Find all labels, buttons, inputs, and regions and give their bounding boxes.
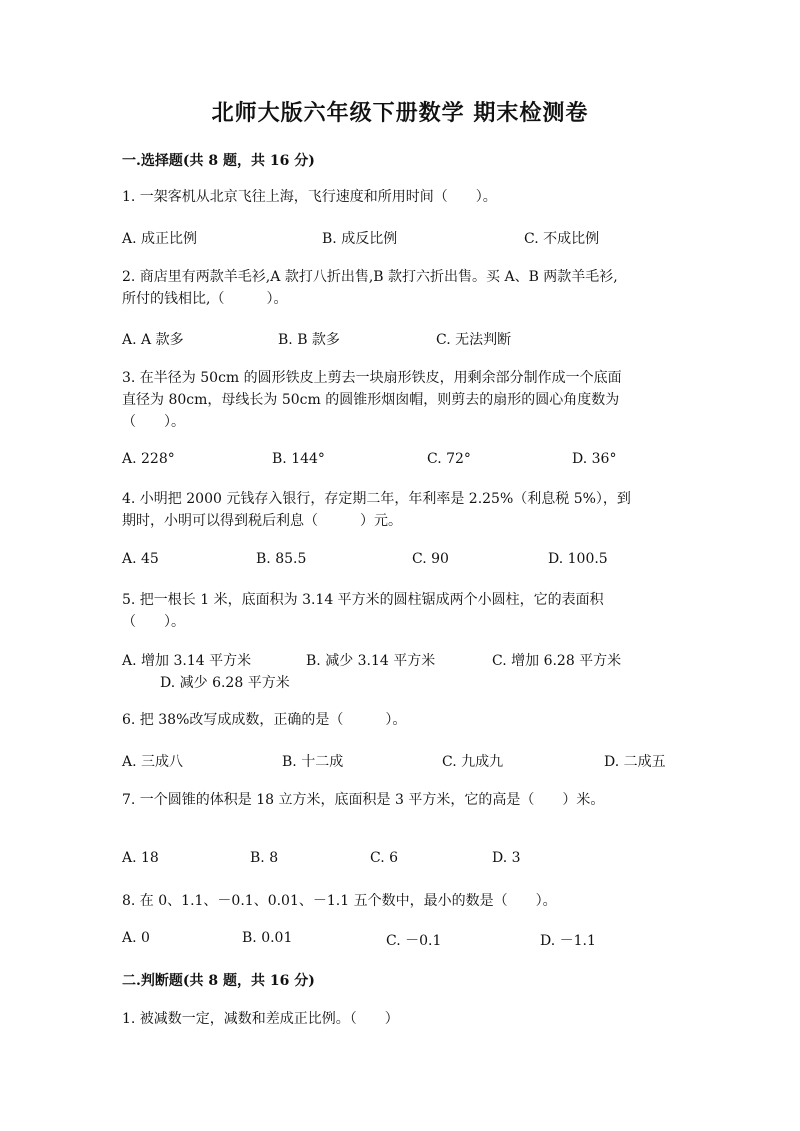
- question-text: 5. 把一根长 1 米，底面积为 3.14 平方米的圆柱锯成两个小圆柱，它的表面积: [122, 592, 604, 608]
- page-title: 北师大版六年级下册数学 期末检测卷: [211, 100, 589, 126]
- option-a: A. 45: [122, 551, 159, 567]
- question-text: 8. 在 0、1.1、－0.1、0.01、－1.1 五个数中，最小的数是（ ）。: [122, 893, 557, 909]
- option-b: B. 85.5: [256, 551, 307, 567]
- option-d: D. 3: [492, 850, 521, 866]
- option-a: A. 0: [122, 930, 150, 946]
- question-text: 3. 在半径为 50cm 的圆形铁皮上剪去一块扇形铁皮，用剩余部分制作成一个底面: [122, 370, 622, 386]
- question-text: 期时，小明可以得到税后利息（ ）元。: [122, 513, 402, 529]
- option-c: C. 72°: [427, 451, 471, 467]
- question-text: 7. 一个圆锥的体积是 18 立方米，底面积是 3 平方米，它的高是（ ）米。: [122, 792, 605, 808]
- question-text: （ ）。: [122, 614, 185, 630]
- option-b: B. 十二成: [282, 754, 344, 770]
- option-d: D. 36°: [572, 451, 617, 467]
- question-4: [122, 488, 682, 532]
- option-a: A. A 款多: [122, 332, 184, 348]
- option-d: D. 二成五: [604, 754, 666, 770]
- options-1: [122, 228, 682, 250]
- question-6: [122, 709, 682, 731]
- option-c: C. 不成比例: [524, 231, 600, 247]
- option-b: B. 144°: [272, 451, 325, 467]
- option-d: D. 100.5: [548, 551, 608, 567]
- question-text: 所付的钱相比,（ ）。: [122, 291, 288, 307]
- option-a: A. 增加 3.14 平方米: [122, 653, 252, 669]
- option-d: D. －1.1: [540, 933, 596, 949]
- question-1: [122, 186, 682, 208]
- question-text: 2. 商店里有两款羊毛衫,A 款打八折出售,B 款打六折出售。买 A、B 两款羊毛衫,: [122, 269, 618, 285]
- option-d: D. 减少 6.28 平方米: [160, 675, 290, 691]
- question-text: 直径为 80cm，母线长为 50cm 的圆锥形烟囱帽，则剪去的扇形的圆心角度数为: [122, 392, 620, 408]
- option-b: B. 8: [250, 850, 279, 866]
- section-heading-judge: 二.判断题(共 8 题，共 16 分): [122, 973, 315, 989]
- question-text: （ ）。: [122, 414, 185, 430]
- option-b: B. B 款多: [278, 332, 340, 348]
- option-a: A. 三成八: [122, 754, 184, 770]
- question-5: [122, 589, 682, 633]
- option-b: B. 减少 3.14 平方米: [306, 653, 436, 669]
- question-8: [122, 890, 682, 912]
- question-text: 1. 被减数一定，减数和差成正比例。（ ）: [122, 1011, 399, 1027]
- option-a: A. 18: [122, 850, 159, 866]
- question-text: 1. 一架客机从北京飞往上海，飞行速度和所用时间（ ）。: [122, 189, 497, 205]
- options-5-row2: [122, 672, 682, 694]
- option-c: C. 6: [370, 850, 399, 866]
- option-b: B. 成反比例: [322, 231, 398, 247]
- option-c: C. －0.1: [386, 933, 442, 949]
- option-c: C. 无法判断: [436, 332, 512, 348]
- section-heading-choice: 一.选择题(共 8 题，共 16 分): [122, 153, 315, 169]
- option-b: B. 0.01: [242, 930, 293, 946]
- question-text: 6. 把 38%改写成成数，正确的是（ ）。: [122, 712, 407, 728]
- option-a: A. 228°: [122, 451, 175, 467]
- question-2: [122, 266, 682, 310]
- options-3: [122, 451, 682, 473]
- judge-question-1: [122, 1008, 682, 1030]
- question-text: 4. 小明把 2000 元钱存入银行，存定期二年，年利率是 2.25%（利息税 5%），到: [122, 491, 631, 507]
- options-7: [122, 850, 682, 872]
- question-7: [122, 789, 682, 811]
- options-2: [122, 329, 682, 351]
- options-5: [122, 650, 682, 672]
- options-8: [122, 930, 682, 952]
- option-a: A. 成正比例: [122, 231, 198, 247]
- option-c: C. 增加 6.28 平方米: [492, 653, 622, 669]
- options-4: [122, 551, 682, 573]
- option-c: C. 90: [412, 551, 449, 567]
- options-6: [122, 751, 682, 773]
- option-c: C. 九成九: [442, 754, 504, 770]
- question-3: [122, 367, 682, 433]
